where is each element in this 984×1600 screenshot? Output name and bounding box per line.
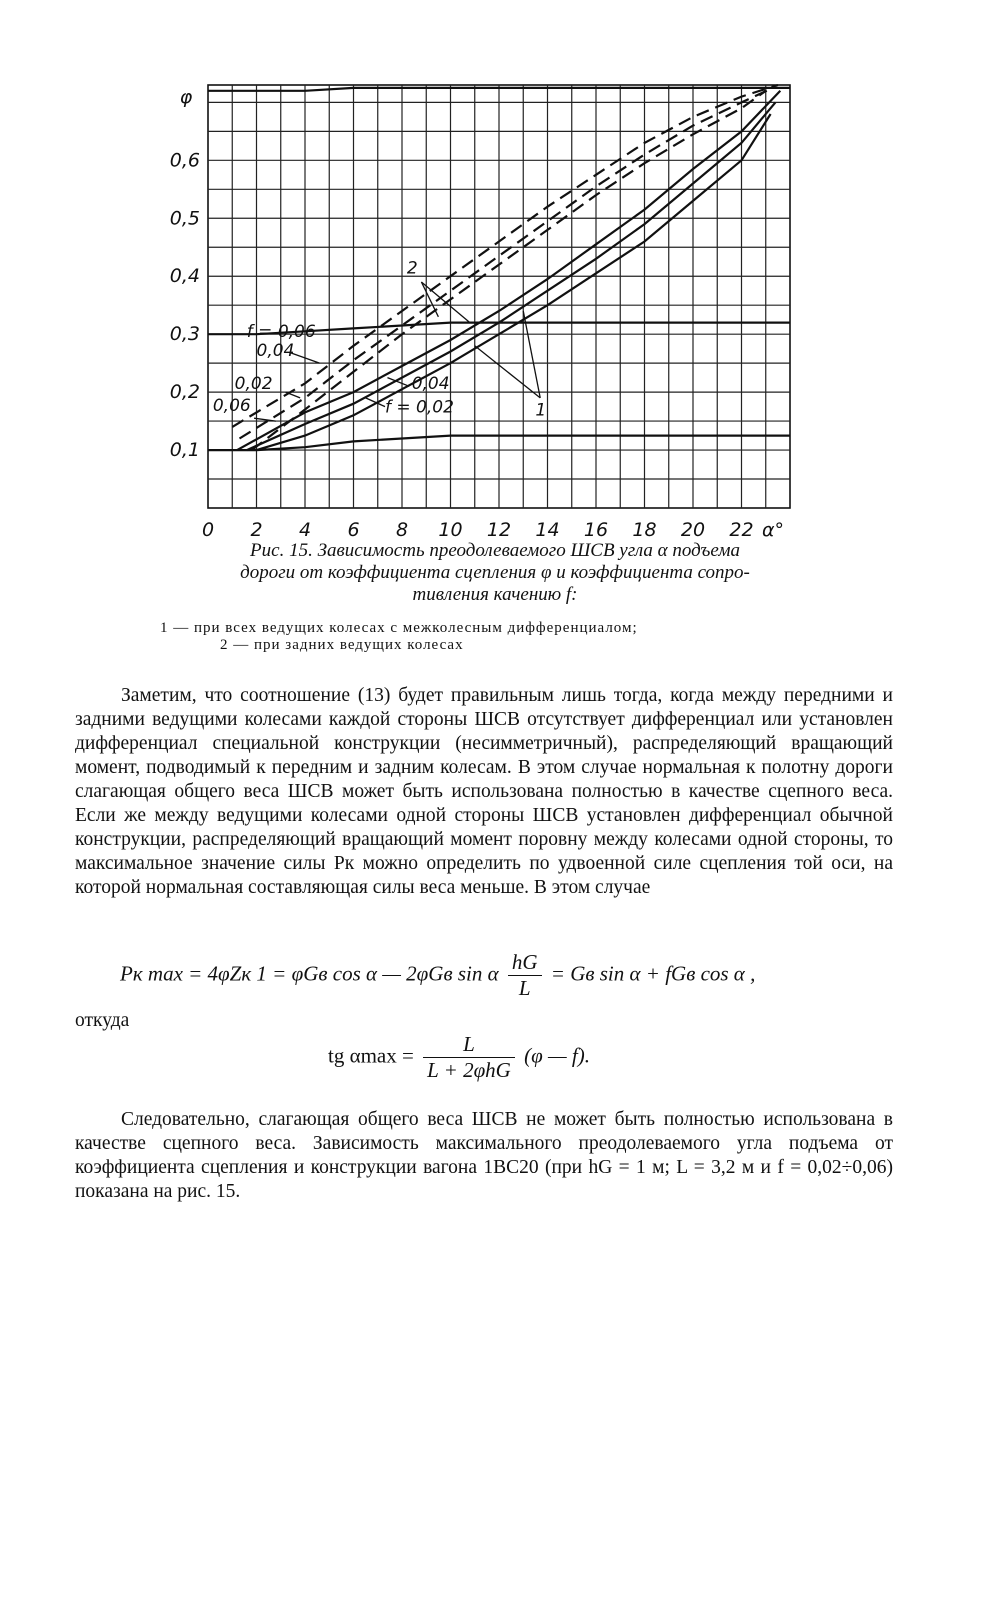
caption-line-1: Рис. 15. Зависимость преодолеваемого ШСВ угла α подъема <box>250 540 740 561</box>
formula-pk-max <box>120 950 755 1001</box>
y-tick-label: 0,2 <box>169 381 200 404</box>
x-tick-label: 12 <box>486 519 512 540</box>
paragraph-1: Заметим, что соотношение (13) будет правильным лишь тогда, когда между передними и задними ведущими колесами каждой стороны ШСВ отсутствует дифференциал или установлен дифференциал специальной конструкции (несимметричный), распределяющий вращающий момент, подводимый к передним и задним колесам. В этом случае нормальная к полотну дороги слагающая общего веса ШСВ может быть использована полностью в качестве сцепного веса. Если же между ведущими колесами одной стороны ШСВ установлен дифференциал обычной конструкции, распределяющий вращающий момент поровну между колесами одной стороны, то максимальное значение силы Pк можно определить по удвоенной силе сцепления той оси, на которой нормальная составляющая силы веса меньше. В этом случае <box>75 685 893 898</box>
x-tick-label: 18 <box>632 519 657 540</box>
formula2-rhs: (φ — f). <box>524 1043 590 1068</box>
formula-tg-alpha <box>328 1032 590 1083</box>
figure-caption <box>165 540 825 606</box>
formula1-denominator: L <box>518 976 531 1000</box>
x-tick-label: 0 <box>201 519 215 540</box>
word-otkuda: откуда <box>75 1010 130 1031</box>
formula2-fraction <box>423 1032 515 1083</box>
formula1-fraction <box>508 950 542 1001</box>
y-tick-label: 0,5 <box>169 207 200 230</box>
figure-legend <box>160 620 850 654</box>
x-tick-label: 2 <box>250 519 263 540</box>
caption-line-2: дороги от коэффициента сцепления φ и коэффициента сопро- <box>240 562 750 583</box>
y-tick-label: 0,3 <box>169 323 200 346</box>
formula2-denominator: L + 2φhG <box>427 1058 511 1082</box>
x-tick-label: 20 <box>680 519 706 540</box>
leader-line <box>286 392 301 398</box>
formula1-rhs: = Gв sin α + fGв cos α , <box>550 961 756 986</box>
y-tick-label: 0,4 <box>169 265 200 288</box>
x-tick-label: 14 <box>535 519 560 540</box>
y-tick-label: 0,1 <box>169 439 200 462</box>
x-axis-label: α° <box>762 519 785 540</box>
chart-annotation: 0,06 <box>212 396 251 417</box>
legend-item-2: 2 — при задних ведущих колесах <box>220 637 464 653</box>
y-axis-label: φ <box>179 86 193 108</box>
x-tick-label: 16 <box>583 519 609 540</box>
leader-line <box>475 346 540 398</box>
figure-15 <box>150 60 800 540</box>
chart-annotation: 0,04 <box>256 341 295 362</box>
leader-line <box>523 311 540 398</box>
paragraph-2: Следовательно, слагающая общего веса ШСВ не может быть полностью использована в качестве сцепного веса. Зависимость максимального преодолеваемого угла подъема от коэффициента сцепления и конструкции вагона 1ВС20 (при hG = 1 м; L = 3,2 м и f = 0,02÷0,06) показана на рис. 15. <box>75 1109 893 1202</box>
x-tick-label: 8 <box>395 519 409 540</box>
y-tick-label: 0,6 <box>169 149 200 172</box>
caption-line-3: тивления качению f: <box>412 584 578 605</box>
chart-annotation: f = 0,02 <box>385 397 454 418</box>
chart-annotation: 0,04 <box>411 374 450 395</box>
chart-annotation: 0,02 <box>234 374 273 395</box>
series-line <box>234 91 780 450</box>
chart-annotation: 1 <box>535 400 547 421</box>
formula1-numerator: hG <box>508 950 542 976</box>
legend-item-1: 1 — при всех ведущих колесах с межколесным дифференциалом; <box>160 620 638 636</box>
formula2-numerator: L <box>423 1032 515 1058</box>
formula2-lhs: tg αmax = <box>328 1043 414 1068</box>
series-line <box>232 85 778 427</box>
x-tick-label: 22 <box>729 519 754 540</box>
x-tick-label: 10 <box>438 519 463 540</box>
leader-line <box>421 282 470 323</box>
chart <box>150 60 800 540</box>
chart-annotation: 2 <box>406 258 418 279</box>
chart-annotation: f = 0,06 <box>246 322 316 343</box>
formula1-lhs: Pк max = 4φZк 1 = φGв cos α — 2φGв sin α <box>120 961 499 986</box>
x-tick-label: 6 <box>347 519 360 540</box>
x-tick-label: 4 <box>298 519 312 540</box>
